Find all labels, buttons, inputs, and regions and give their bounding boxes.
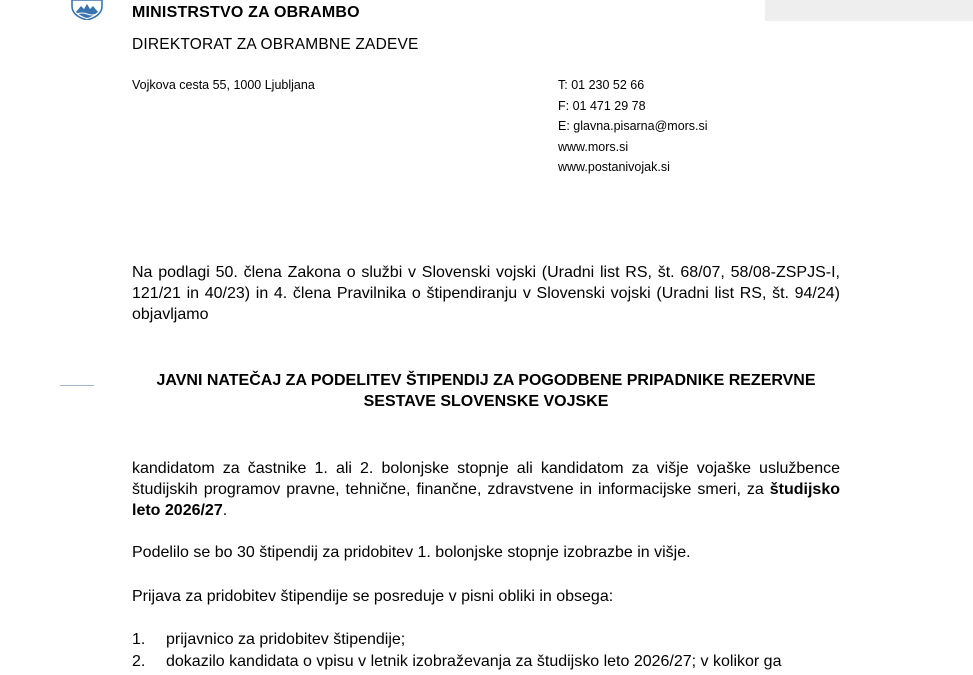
list-item <box>132 651 840 673</box>
title-line-1: JAVNI NATEČAJ ZA PODELITEV ŠTIPENDIJ ZA POGODBENE PRIPADNIKE REZERVNE <box>156 372 816 389</box>
scholarship-count-paragraph: Podelilo se bo 30 štipendij za pridobitev 1. bolonjske stopnje izobrazbe in višje. <box>132 544 691 561</box>
contact-block <box>558 78 708 181</box>
website-mors: www.mors.si <box>558 139 629 154</box>
website-postanivojak: www.postanivojak.si <box>558 160 670 174</box>
coat-of-arms-icon <box>70 0 104 20</box>
candidates-paragraph <box>132 458 840 521</box>
ministry-name: MINISTRSTVO ZA OBRAMBO <box>132 4 360 21</box>
margin-marker <box>60 385 94 386</box>
top-corner-tab <box>765 0 973 21</box>
list-number: 1. <box>132 631 146 648</box>
intro-paragraph: Na podlagi 50. člena Zakona o službi v Slovenski vojski (Uradni list RS, št. 68/07, 58/08-ZSPJS-I, 121/21 in 40/23) in 4. člena Pravilnika o štipendiranju v Slovenski vojski (Uradni list RS, št. 94/24) objavljamo <box>132 264 840 323</box>
application-paragraph: Prijava za pridobitev štipendije se posreduje v pisni obliki in obsega: <box>132 588 614 605</box>
email: E: glavna.pisarna@mors.si <box>558 119 708 133</box>
fax: F: 01 471 29 78 <box>558 98 646 113</box>
candidates-text: kandidatom za častnike 1. ali 2. bolonjske stopnje ali kandidatom za višje vojaške uslužbence študijskih programov pravne, tehnične, finančne, zdravstvene in informacijske smeri, za <box>132 460 840 498</box>
list-number: 2. <box>132 653 146 670</box>
directorate-name: DIREKTORAT ZA OBRAMBNE ZADEVE <box>132 36 419 53</box>
title-line-2: SESTAVE SLOVENSKE VOJSKE <box>363 393 609 410</box>
academic-year: študijsko leto 2026/27 <box>132 481 840 519</box>
address: Vojkova cesta 55, 1000 Ljubljana <box>132 78 315 92</box>
phone: T: 01 230 52 66 <box>558 78 645 92</box>
list-text: prijavnico za pridobitev štipendije; <box>166 631 406 648</box>
document-title <box>132 370 840 412</box>
list-item <box>132 629 840 651</box>
list-text: dokazilo kandidata o vpisu v letnik izobraževanja za študijsko leto 2026/27; v kolikor ga <box>166 653 782 670</box>
period: . <box>222 502 228 519</box>
requirements-list <box>132 629 840 673</box>
